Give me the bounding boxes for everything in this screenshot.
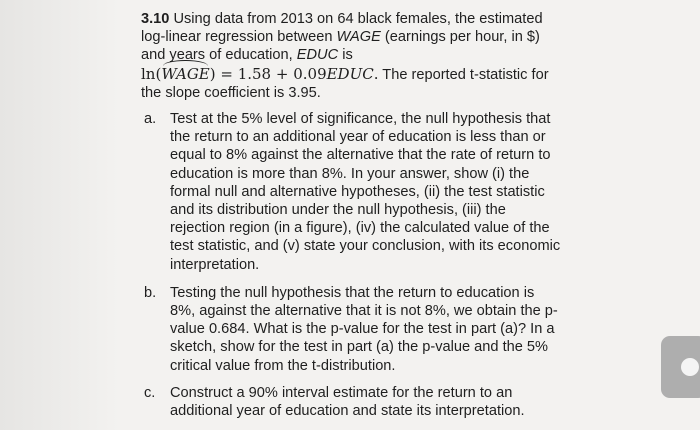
regression-equation-line xyxy=(141,65,561,102)
regression-equation xyxy=(141,65,379,83)
background-shadow xyxy=(0,0,120,430)
part-a xyxy=(141,110,561,274)
part-c-label: c. xyxy=(144,384,156,401)
part-b xyxy=(141,284,561,375)
wage-term: WAGE xyxy=(336,29,381,46)
eq-educ: EDUC xyxy=(326,64,374,83)
part-b-label: b. xyxy=(144,284,157,301)
t-statistic-text: The reported t-statistic for the slope coefficient is 3.95. xyxy=(141,66,549,101)
part-a-label: a. xyxy=(144,111,157,128)
intro-text-2: (earnings per hour, in $) and years of education, xyxy=(141,29,540,64)
floating-tool-button[interactable] xyxy=(661,336,700,398)
eq-wage: WAGE xyxy=(161,64,210,83)
intro-text-1: Using data from 2013 on 64 black females, the estimated log-linear regression between xyxy=(141,11,543,46)
problem-number: 3.10 xyxy=(141,11,170,27)
intro-text-3: is xyxy=(338,47,353,64)
problem-document xyxy=(141,10,561,420)
circle-icon xyxy=(681,358,699,376)
eq-period: . xyxy=(373,64,379,83)
eq-rest: ) = 1.58 + 0.09 xyxy=(209,64,327,83)
part-b-text: Testing the null hypothesis that the return to education is 8%, against the alternative that it is not 8%, we obtain the p-value 0.684. What is the p-value for the test in part (a)? In a sketch, show for the test in part (a) the p-value and the 5% critical value from the t-distribution. xyxy=(170,284,558,374)
educ-term: EDUC xyxy=(296,47,339,64)
part-a-text: Test at the 5% level of significance, the null hypothesis that the return to an additional year of education is less than or equal to 8% against the alternative that the rate of return to education is more than 8%. In your answer, show (i) the formal null and alternative hypotheses, (ii) the test statistic and its distribution under the null hypothesis, (iii) the rejection region (in a figure), (iv) the calculated value of the test statistic, and (v) state your conclusion, with its economic interpretation. xyxy=(170,111,561,273)
part-c xyxy=(141,384,561,420)
problem-intro xyxy=(141,10,561,65)
hat-wage xyxy=(161,65,209,83)
eq-ln: ln( xyxy=(141,64,162,83)
part-c-text: Construct a 90% interval estimate for the return to an additional year of education and state its interpretation. xyxy=(170,384,525,420)
